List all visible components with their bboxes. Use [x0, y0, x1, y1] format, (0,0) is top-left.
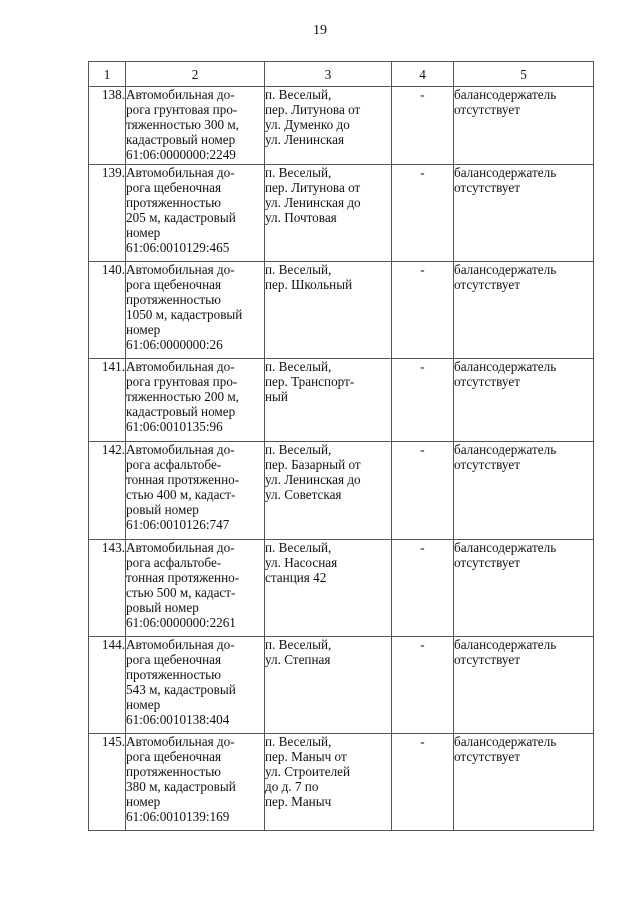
- balance-holder-line: отсутствует: [454, 102, 520, 117]
- road-description-line: 543 м, кадастровый: [126, 682, 236, 697]
- road-location-line: п. Веселый,: [265, 359, 332, 374]
- road-description: [126, 262, 265, 359]
- road-location-line: п. Веселый,: [265, 165, 332, 180]
- road-description: [126, 734, 265, 831]
- road-location: [265, 262, 392, 359]
- balance-holder: [454, 734, 594, 831]
- row-number: 145.: [89, 734, 126, 831]
- road-location-line: п. Веселый,: [265, 87, 332, 102]
- roads-registry-table: [88, 61, 594, 831]
- road-description-line: кадастровый номер: [126, 132, 236, 147]
- road-location-line: пер. Транспорт-: [265, 374, 355, 389]
- road-location: [265, 637, 392, 734]
- balance-holder-line: балансодержатель: [454, 540, 557, 555]
- road-description-line: протяженностью: [126, 292, 222, 307]
- road-description-line: Автомобильная до-: [126, 262, 235, 277]
- road-description-line: 61:06:0000000:26: [126, 337, 223, 352]
- road-location-line: п. Веселый,: [265, 262, 332, 277]
- page-number: 19: [313, 23, 327, 38]
- balance-holder: [454, 165, 594, 262]
- road-location: [265, 165, 392, 262]
- table-row: [89, 442, 594, 540]
- road-description-line: рога щебеночная: [126, 749, 222, 764]
- balance-holder-line: отсутствует: [454, 749, 520, 764]
- road-location-line: ный: [265, 389, 288, 404]
- balance-holder-line: балансодержатель: [454, 734, 557, 749]
- road-location-line: ул. Ленинская до: [265, 195, 361, 210]
- road-description-line: 61:06:0010135:96: [126, 419, 223, 434]
- road-description-line: ровый номер: [126, 600, 199, 615]
- road-location-line: ул. Ленинская: [265, 132, 345, 147]
- road-location: [265, 734, 392, 831]
- road-description-line: рога асфальтобе-: [126, 457, 222, 472]
- column-header: 2: [126, 62, 265, 87]
- road-location-line: ул. Степная: [265, 652, 331, 667]
- column-header: 1: [89, 62, 126, 87]
- road-description-line: 205 м, кадастровый: [126, 210, 236, 225]
- road-description-line: рога щебеночная: [126, 277, 222, 292]
- road-description-line: Автомобильная до-: [126, 637, 235, 652]
- balance-holder: [454, 262, 594, 359]
- road-description-line: стью 400 м, кадаст-: [126, 487, 236, 502]
- balance-holder-line: балансодержатель: [454, 442, 557, 457]
- column-4-value: -: [392, 540, 454, 637]
- balance-holder-line: балансодержатель: [454, 359, 557, 374]
- road-description-line: тонная протяженно-: [126, 472, 240, 487]
- balance-holder: [454, 87, 594, 165]
- road-location-line: ул. Советская: [265, 487, 342, 502]
- row-number: 138.: [89, 87, 126, 165]
- balance-holder: [454, 540, 594, 637]
- road-location: [265, 359, 392, 442]
- road-description-line: протяженностью: [126, 195, 222, 210]
- column-4-value: -: [392, 734, 454, 831]
- road-location-line: пер. Школьный: [265, 277, 353, 292]
- balance-holder-line: отсутствует: [454, 652, 520, 667]
- column-header: 4: [392, 62, 454, 87]
- balance-holder-line: балансодержатель: [454, 87, 557, 102]
- road-description-line: ровый номер: [126, 502, 199, 517]
- road-description: [126, 87, 265, 165]
- table-row: [89, 359, 594, 442]
- road-description-line: рога щебеночная: [126, 180, 222, 195]
- road-description-line: тяженностью 200 м,: [126, 389, 239, 404]
- table-row: [89, 637, 594, 734]
- road-location-line: пер. Маныч от: [265, 749, 347, 764]
- road-description-line: рога асфальтобе-: [126, 555, 222, 570]
- balance-holder: [454, 359, 594, 442]
- row-number: 140.: [89, 262, 126, 359]
- road-description-line: рога щебеночная: [126, 652, 222, 667]
- road-description: [126, 442, 265, 540]
- road-description-line: рога грунтовая про-: [126, 102, 238, 117]
- road-location-line: пер. Литунова от: [265, 102, 361, 117]
- road-description-line: Автомобильная до-: [126, 442, 235, 457]
- road-description-line: кадастровый номер: [126, 404, 236, 419]
- column-header: 5: [454, 62, 594, 87]
- column-4-value: -: [392, 262, 454, 359]
- column-4-value: -: [392, 442, 454, 540]
- balance-holder-line: отсутствует: [454, 180, 520, 195]
- road-location-line: п. Веселый,: [265, 442, 332, 457]
- road-description: [126, 359, 265, 442]
- balance-holder-line: отсутствует: [454, 277, 520, 292]
- road-location-line: ул. Ленинская до: [265, 472, 361, 487]
- road-description-line: Автомобильная до-: [126, 540, 235, 555]
- road-description-line: 1050 м, кадастровый: [126, 307, 243, 322]
- road-description-line: Автомобильная до-: [126, 87, 235, 102]
- road-description-line: тонная протяженно-: [126, 570, 240, 585]
- balance-holder: [454, 442, 594, 540]
- road-description-line: 380 м, кадастровый: [126, 779, 236, 794]
- road-description-line: номер: [126, 225, 161, 240]
- column-4-value: -: [392, 637, 454, 734]
- road-description-line: 61:06:0000000:2249: [126, 147, 236, 162]
- row-number: 143.: [89, 540, 126, 637]
- column-4-value: -: [392, 165, 454, 262]
- table-row: [89, 262, 594, 359]
- road-description-line: протяженностью: [126, 764, 222, 779]
- balance-holder-line: отсутствует: [454, 457, 520, 472]
- road-location-line: п. Веселый,: [265, 540, 332, 555]
- column-4-value: -: [392, 87, 454, 165]
- road-location-line: п. Веселый,: [265, 734, 332, 749]
- row-number: 141.: [89, 359, 126, 442]
- row-number: 142.: [89, 442, 126, 540]
- road-description-line: 61:06:0010126:747: [126, 517, 230, 532]
- road-description-line: Автомобильная до-: [126, 165, 235, 180]
- road-description-line: номер: [126, 322, 161, 337]
- table-row: [89, 87, 594, 165]
- balance-holder-line: отсутствует: [454, 555, 520, 570]
- row-number: 139.: [89, 165, 126, 262]
- road-location-line: ул. Строителей: [265, 764, 351, 779]
- road-location: [265, 87, 392, 165]
- road-description-line: номер: [126, 794, 161, 809]
- column-4-value: -: [392, 359, 454, 442]
- road-description-line: рога грунтовая про-: [126, 374, 238, 389]
- road-description-line: стью 500 м, кадаст-: [126, 585, 236, 600]
- road-location-line: пер. Базарный от: [265, 457, 361, 472]
- balance-holder-line: балансодержатель: [454, 637, 557, 652]
- road-location-line: пер. Литунова от: [265, 180, 361, 195]
- road-location: [265, 540, 392, 637]
- road-location-line: до д. 7 по: [265, 779, 319, 794]
- column-header: 3: [265, 62, 392, 87]
- header-row: [89, 62, 594, 87]
- table-body: [89, 87, 594, 831]
- balance-holder-line: балансодержатель: [454, 165, 557, 180]
- road-location-line: станция 42: [265, 570, 327, 585]
- road-location-line: пер. Маныч: [265, 794, 332, 809]
- road-location-line: п. Веселый,: [265, 637, 332, 652]
- road-description: [126, 637, 265, 734]
- road-description: [126, 540, 265, 637]
- table-row: [89, 165, 594, 262]
- road-description-line: Автомобильная до-: [126, 359, 235, 374]
- road-description-line: 61:06:0010139:169: [126, 809, 230, 824]
- table-row: [89, 540, 594, 637]
- balance-holder: [454, 637, 594, 734]
- road-location-line: ул. Почтовая: [265, 210, 337, 225]
- row-number: 144.: [89, 637, 126, 734]
- road-description-line: 61:06:0010129:465: [126, 240, 230, 255]
- road-description-line: номер: [126, 697, 161, 712]
- road-description: [126, 165, 265, 262]
- road-location-line: ул. Думенко до: [265, 117, 350, 132]
- road-description-line: протяженностью: [126, 667, 222, 682]
- road-location-line: ул. Насосная: [265, 555, 338, 570]
- road-description-line: тяженностью 300 м,: [126, 117, 239, 132]
- road-description-line: 61:06:0010138:404: [126, 712, 230, 727]
- balance-holder-line: отсутствует: [454, 374, 520, 389]
- table-row: [89, 734, 594, 831]
- road-description-line: Автомобильная до-: [126, 734, 235, 749]
- road-description-line: 61:06:0000000:2261: [126, 615, 236, 630]
- road-location: [265, 442, 392, 540]
- balance-holder-line: балансодержатель: [454, 262, 557, 277]
